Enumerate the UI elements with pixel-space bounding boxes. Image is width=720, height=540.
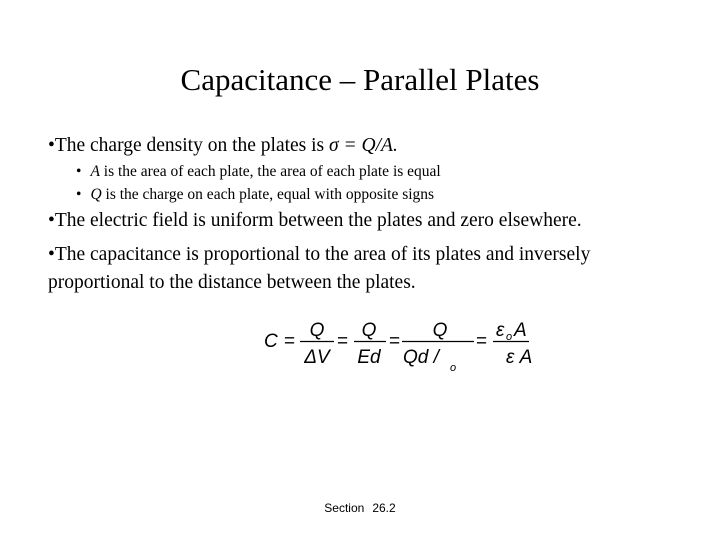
footer-section-number: 26.2 [372, 501, 396, 515]
slide-title: Capacitance – Parallel Plates [180, 62, 540, 97]
fraction-3-numerator: Q [432, 320, 448, 341]
charge-density-formula: σ = Q/A. [329, 135, 398, 156]
subbullet-charge [76, 184, 434, 206]
fraction-1-denominator: ΔV [304, 347, 330, 368]
subbullet-text: is the charge on each plate, equal with opposite signs [101, 186, 435, 203]
bullet-symbol: • [48, 210, 55, 231]
bullet-symbol: • [76, 186, 82, 203]
bullet-capacitance [48, 241, 590, 297]
charge-variable: Q [90, 186, 102, 203]
fraction-3-subscript: o [450, 362, 457, 374]
bullet-text-line1: The capacitance is proportional to the area of its plates and inversely [54, 244, 591, 265]
bullet-symbol: • [48, 244, 55, 265]
bullet-text: The electric field is uniform between the plates and zero elsewhere. [54, 210, 582, 231]
formula-eq-1: = [284, 331, 296, 352]
slide-footer [0, 501, 720, 515]
formula-eq-2: = [337, 331, 349, 352]
bullet-field [48, 207, 582, 235]
fraction-4-epsilon: ε [496, 320, 505, 341]
fraction-4-denominator: ε A [506, 347, 533, 368]
bullet-symbol: • [48, 135, 55, 156]
capacitance-formula [262, 316, 534, 374]
bullet-symbol: • [76, 163, 82, 180]
footer-label: Section [324, 501, 365, 515]
fraction-2-numerator: Q [361, 320, 377, 341]
subbullet-area [76, 161, 441, 183]
fraction-2-denominator: Ed [357, 347, 381, 368]
bullet-text: The charge density on the plates is [54, 135, 330, 156]
fraction-1-numerator: Q [309, 320, 325, 341]
subbullet-text: is the area of each plate, the area of each plate is equal [99, 163, 441, 180]
fraction-4-area: A [514, 320, 527, 341]
bullet-text-line2: proportional to the distance between the plates. [48, 272, 416, 293]
area-variable: A [90, 163, 100, 180]
fraction-4-epsilon-subscript: o [506, 331, 513, 343]
fraction-3-denominator: Qd / [403, 347, 439, 368]
bullet-charge-density [48, 132, 398, 160]
formula-eq-3: = [389, 331, 401, 352]
formula-c: C [264, 331, 278, 352]
formula-eq-4: = [476, 331, 488, 352]
